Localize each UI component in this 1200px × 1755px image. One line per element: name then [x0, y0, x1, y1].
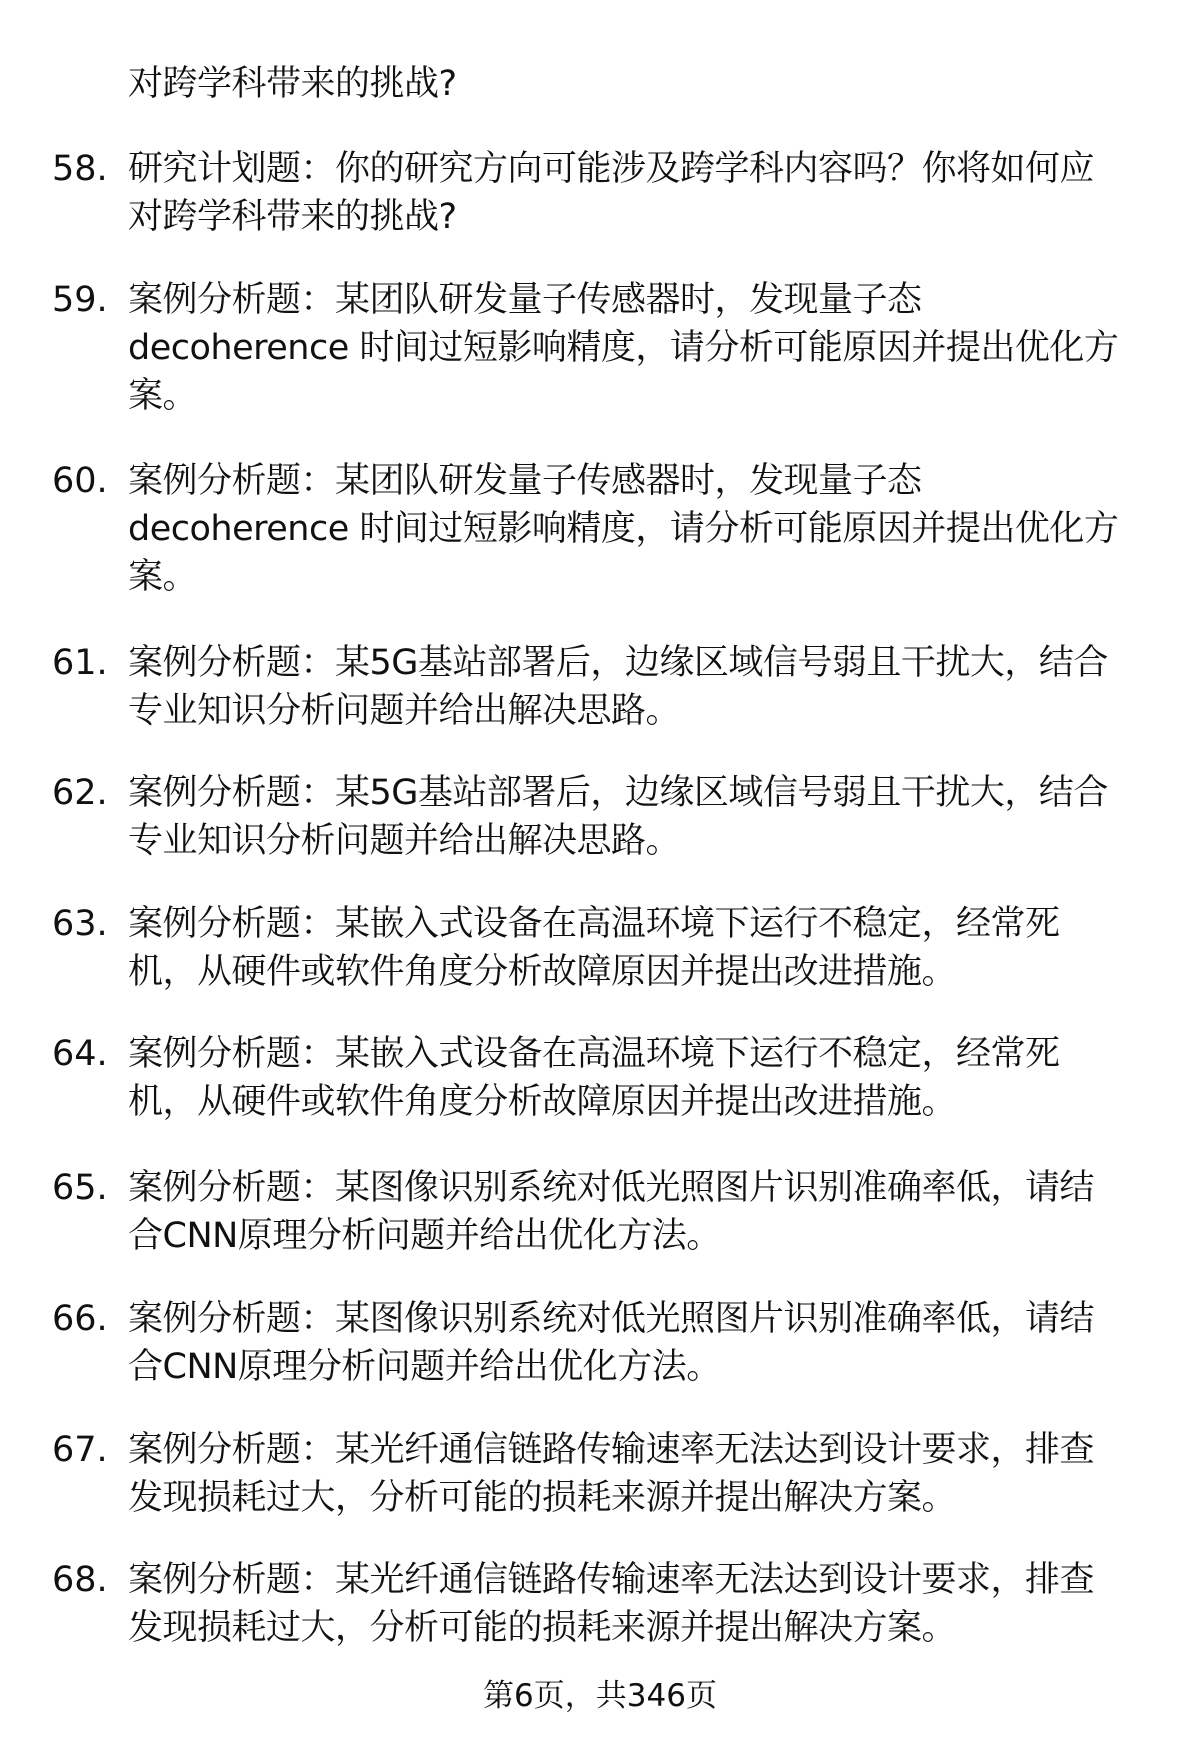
question-text-line: 案例分析题：某嵌入式设备在高温环境下运行不稳定，经常死 [128, 904, 1060, 944]
question-number: 60. [52, 461, 108, 501]
question-text-line: 案。 [128, 376, 198, 416]
question-text-line: 案例分析题：某嵌入式设备在高温环境下运行不稳定，经常死 [128, 1034, 1060, 1074]
question-text-line: decoherence 时间过短影响精度，请分析可能原因并提出优化方 [128, 509, 1119, 549]
question-number: 59. [52, 280, 108, 320]
question-text-line: 案例分析题：某5G基站部署后，边缘区域信号弱且干扰大，结合 [128, 643, 1108, 683]
question-text-line: 机，从硬件或软件角度分析故障原因并提出改进措施。 [128, 1082, 957, 1122]
question-number: 66. [52, 1299, 108, 1339]
question-text-line: 专业知识分析问题并给出解决思路。 [128, 691, 681, 731]
question-number: 61. [52, 643, 108, 683]
question-number: 58. [52, 149, 108, 189]
question-text-line: 发现损耗过大，分析可能的损耗来源并提出解决方案。 [128, 1478, 957, 1518]
question-text-line: 机，从硬件或软件角度分析故障原因并提出改进措施。 [128, 952, 957, 992]
question-text-line: 专业知识分析问题并给出解决思路。 [128, 821, 681, 861]
question-text-line: 案例分析题：某5G基站部署后，边缘区域信号弱且干扰大，结合 [128, 773, 1108, 813]
question-text-line: 案例分析题：某光纤通信链路传输速率无法达到设计要求，排查 [128, 1430, 1095, 1470]
continuation-line: 对跨学科带来的挑战? [128, 64, 457, 104]
question-number: 63. [52, 904, 108, 944]
question-text-line: 合CNN原理分析问题并给出优化方法。 [128, 1347, 721, 1387]
question-text-line: 发现损耗过大，分析可能的损耗来源并提出解决方案。 [128, 1608, 957, 1648]
question-number: 67. [52, 1430, 108, 1470]
question-text-line: decoherence 时间过短影响精度，请分析可能原因并提出优化方 [128, 328, 1119, 368]
question-text-line: 案例分析题：某图像识别系统对低光照图片识别准确率低，请结 [128, 1299, 1095, 1339]
question-text-line: 案例分析题：某图像识别系统对低光照图片识别准确率低，请结 [128, 1168, 1095, 1208]
page-number: 第6页，共346页 [483, 1678, 717, 1714]
question-text-line: 案例分析题：某团队研发量子传感器时，发现量子态 [128, 280, 922, 320]
question-number: 64. [52, 1034, 108, 1074]
question-text-line: 案例分析题：某光纤通信链路传输速率无法达到设计要求，排查 [128, 1560, 1095, 1600]
question-text-line: 研究计划题：你的研究方向可能涉及跨学科内容吗？你将如何应 [128, 149, 1095, 189]
question-text-line: 案。 [128, 557, 198, 597]
question-text-line: 合CNN原理分析问题并给出优化方法。 [128, 1216, 721, 1256]
question-text-line: 对跨学科带来的挑战? [128, 197, 457, 237]
question-number: 62. [52, 773, 108, 813]
question-number: 65. [52, 1168, 108, 1208]
question-text-line: 案例分析题：某团队研发量子传感器时，发现量子态 [128, 461, 922, 501]
question-number: 68. [52, 1560, 108, 1600]
